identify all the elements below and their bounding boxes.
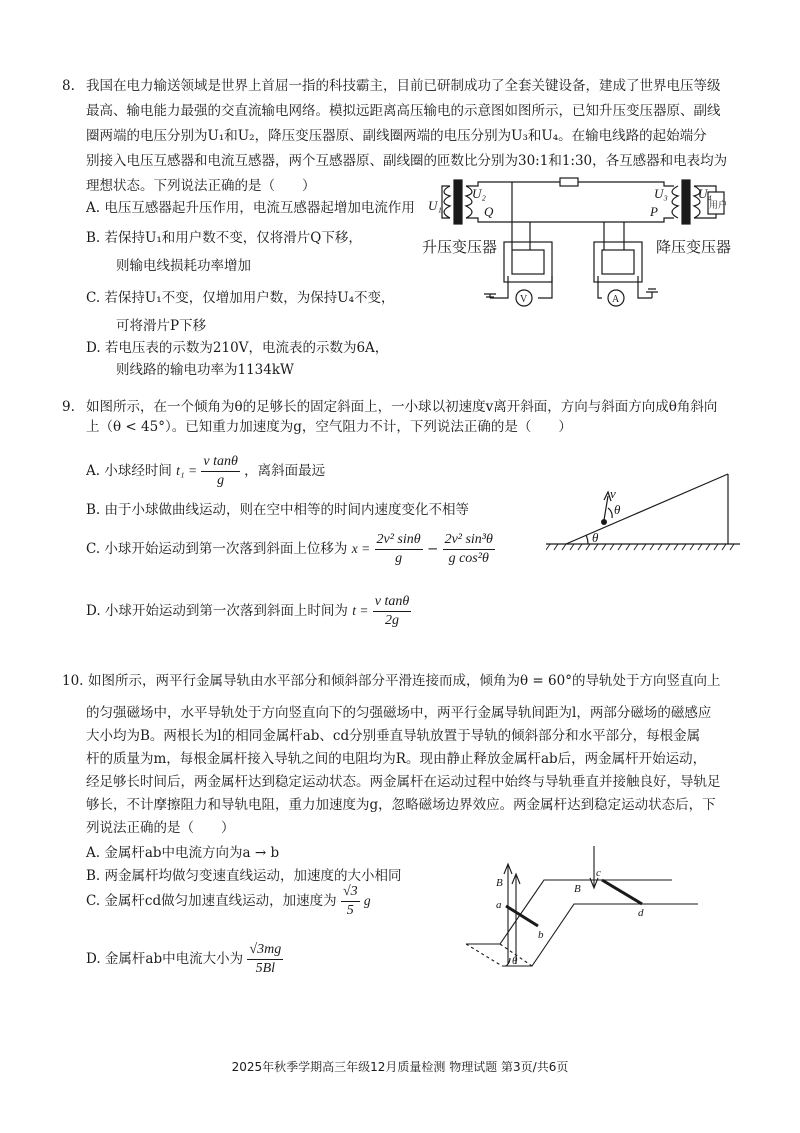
q8-stem-line4: 别接入电压互感器和电流互感器，两个互感器原、副线圈的匝数比分别为30:1和1:30，各互感器和电表均为 (86, 153, 728, 169)
q9-option-a-suffix: ，离斜面最远 (244, 463, 326, 479)
line-resistor (560, 178, 578, 186)
step-down-primary-coil (672, 186, 678, 218)
fraction-numerator: 2v² sinθ (375, 531, 423, 550)
fraction-denominator: 2g (385, 613, 400, 628)
q10-option-d-fraction (247, 941, 283, 978)
q8-stem-line3: 圈两端的电压分别为U₁和U₂，降压变压器原、副线圈两端的电压分别为U₃和U₄。在输电线路的起始端分 (86, 128, 707, 144)
q8-option-b-cont: 则输电线损耗功率增加 (116, 258, 251, 274)
incline-angle-arc (586, 535, 588, 544)
q8-transmission-diagram (420, 176, 732, 310)
q9-option-b: B. 由于小球做曲线运动，则在空中相等的时间内速度变化不相等 (86, 502, 470, 518)
vt-leads (512, 182, 530, 250)
q10-option-c-prefix: C. 金属杆cd做匀加速直线运动，加速度为 (86, 893, 337, 909)
q9-option-c (86, 528, 495, 570)
label-user: 用户 (709, 200, 728, 210)
rod-ab (506, 906, 538, 926)
fraction-denominator: g (217, 473, 225, 488)
fraction-denominator: g (395, 551, 403, 566)
q10-rails-diagram (466, 846, 698, 970)
step-up-core (454, 180, 462, 224)
q10-stem-line7: 列说法正确的是（ ） (86, 820, 235, 836)
q8-stem-line2: 最高、输电能力最强的交直流输电网络。模拟远距离高压输电的示意图如图所示，已知升压变压器原、副线 (86, 103, 721, 119)
q9-option-a-lhs: t₁ = (176, 463, 198, 478)
q9-option-a-fraction (201, 453, 239, 490)
q8-option-c-cont: 可将滑片P下移 (116, 318, 207, 334)
label-u1: U₁ (428, 198, 442, 213)
q10-number: 10. (62, 673, 84, 689)
q9-option-d-lhs: t = (352, 603, 369, 618)
fraction-numerator: √3mg (247, 941, 283, 960)
step-up-primary-coil (444, 186, 450, 218)
q9-option-c-lhs: x = (351, 541, 371, 556)
rail-dashed-connector (466, 944, 502, 966)
ct-core-window (602, 250, 634, 274)
label-theta-velocity: θ (614, 502, 621, 517)
fraction-numerator: √3 (341, 883, 360, 902)
label-q: Q (484, 204, 494, 219)
q8-option-c: C. 若保持U₁不变，仅增加用户数，为保持U₄不变， (86, 290, 395, 306)
q9-stem-line1: 如图所示，在一个倾角为θ的足够长的固定斜面上，一小球以初速度v离开斜面，方向与斜面方向成θ角斜向 (86, 399, 718, 415)
q10-stem-line3: 大小均为B。两根长为l的相同金属杆ab、cd分别垂直导轨放置于导轨的倾斜部分和水平部分，每根金属 (86, 728, 701, 744)
q9-number: 9. (62, 399, 75, 415)
q10-stem-line1: 如图所示，两平行金属导轨由水平部分和倾斜部分平滑连接而成，倾角为θ = 60°的导轨处于方向竖直向上 (88, 673, 721, 689)
q8-option-d: D. 若电压表的示数为210V，电流表的示数为6A， (86, 340, 389, 356)
q8-stem-line1: 我国在电力输送领域是世界上首屈一指的科技霸主，目前已研制成功了全套关键设备，建成了世界电压等级 (86, 78, 721, 94)
transmission-line-bottom (466, 218, 674, 222)
step-down-label: 降压变压器 (656, 240, 732, 256)
ground-hatching (546, 544, 734, 550)
q10-stem-line6: 够长，不计摩擦阻力和导轨电阻，重力加速度为g，忽略磁场边界效应。两金属杆达到稳定运动状态后，下 (86, 797, 716, 813)
q10-stem-line2: 的匀强磁场中，水平导轨处于方向竖直向下的匀强磁场中，两平行金属导轨间距为l，两部分磁场的磁感应 (86, 705, 712, 721)
label-v: v (610, 486, 616, 501)
q9-option-c-fraction-2 (443, 531, 495, 568)
label-u2: U₂ (472, 186, 486, 201)
page-footer: 2025年秋季学期高三年级12月质量检测 物理试题 第3页/共6页 (231, 1060, 569, 1074)
label-theta: θ (512, 955, 518, 967)
rod-cd (602, 880, 642, 904)
label-c: c (596, 867, 601, 879)
q9-option-d-prefix: D. 小球开始运动到第一次落到斜面上时间为 (86, 603, 348, 619)
vt-core-window (512, 250, 544, 274)
fraction-denominator: 5 (346, 903, 354, 918)
q10-option-b: B. 两金属杆均做匀变速直线运动，加速度的大小相同 (86, 868, 402, 884)
fraction-numerator: 2v² sin³θ (443, 531, 495, 550)
q9-option-c-minus: − (426, 541, 439, 557)
label-b-rod: b (538, 929, 544, 941)
ammeter-label: A (612, 294, 620, 305)
label-p: P (650, 204, 658, 219)
ct-ground (646, 289, 658, 298)
q10-stem-line4: 杆的质量为m，每根金属杆接入导轨之间的电阻均为R。现由静止释放金属杆ab后，两金属杆开始运动， (86, 751, 707, 767)
label-b-incline: B (496, 877, 503, 889)
ct-core (594, 242, 642, 282)
fraction-numerator: v tanθ (201, 453, 239, 472)
q10-option-c-suffix: g (363, 893, 371, 908)
voltmeter-label: V (520, 294, 528, 305)
q9-option-a (86, 450, 325, 492)
q9-option-c-fraction-1 (375, 531, 423, 568)
q8-option-a: A. 电压互感器起升压作用，电流互感器起增加电流作用 (86, 200, 415, 216)
ct-secondary-leads (598, 276, 652, 298)
q10-option-c (86, 880, 371, 922)
q8-option-b: B. 若保持U₁和用户数不变，仅将滑片Q下移， (86, 230, 362, 246)
step-up-primary-lead (442, 186, 450, 218)
ball (601, 519, 607, 525)
fraction-denominator: g cos²θ (448, 551, 489, 566)
q9-option-d (86, 590, 411, 632)
label-b-horizontal: B (574, 883, 581, 895)
q10-option-d (86, 938, 283, 980)
label-d: d (638, 907, 644, 919)
step-down-core (682, 180, 690, 224)
step-up-label: 升压变压器 (422, 240, 498, 256)
label-u3: U₃ (654, 186, 668, 201)
q8-option-d-cont: 则线路的输电功率为1134kW (116, 362, 294, 378)
q9-option-d-fraction (373, 593, 411, 630)
q9-stem-line2: 上（θ < 45°）。已知重力加速度为g，空气阻力不计，下列说法正确的是（ ） (86, 419, 572, 435)
vt-core (504, 242, 552, 282)
ct-leads (604, 222, 624, 250)
q9-option-c-prefix: C. 小球开始运动到第一次落到斜面上位移为 (86, 541, 348, 557)
q10-stem-line5: 经足够长时间后，两金属杆达到稳定运动状态。两金属杆在运动过程中始终与导轨垂直并接触良好，导轨足 (86, 774, 721, 790)
fraction-numerator: v tanθ (373, 593, 411, 612)
q9-incline-diagram (546, 468, 746, 558)
vt-ground (484, 294, 496, 298)
q10-option-d-prefix: D. 金属杆ab中电流大小为 (86, 951, 244, 967)
label-theta-incline: θ (592, 530, 599, 545)
rail-lower (502, 904, 698, 966)
label-u4: U₄ (698, 186, 712, 201)
q8-number: 8. (62, 78, 75, 94)
fraction-denominator: 5Bl (255, 961, 276, 976)
q10-option-a: A. 金属杆ab中电流方向为a → b (86, 845, 280, 861)
q8-stem-line5: 理想状态。下列说法正确的是（ ） (86, 178, 316, 194)
q9-option-a-prefix: A. 小球经时间 (86, 463, 172, 479)
incline-surface (566, 474, 728, 544)
q10-option-c-fraction (341, 883, 360, 920)
velocity-angle-arc (608, 508, 612, 518)
label-a: a (496, 899, 502, 911)
